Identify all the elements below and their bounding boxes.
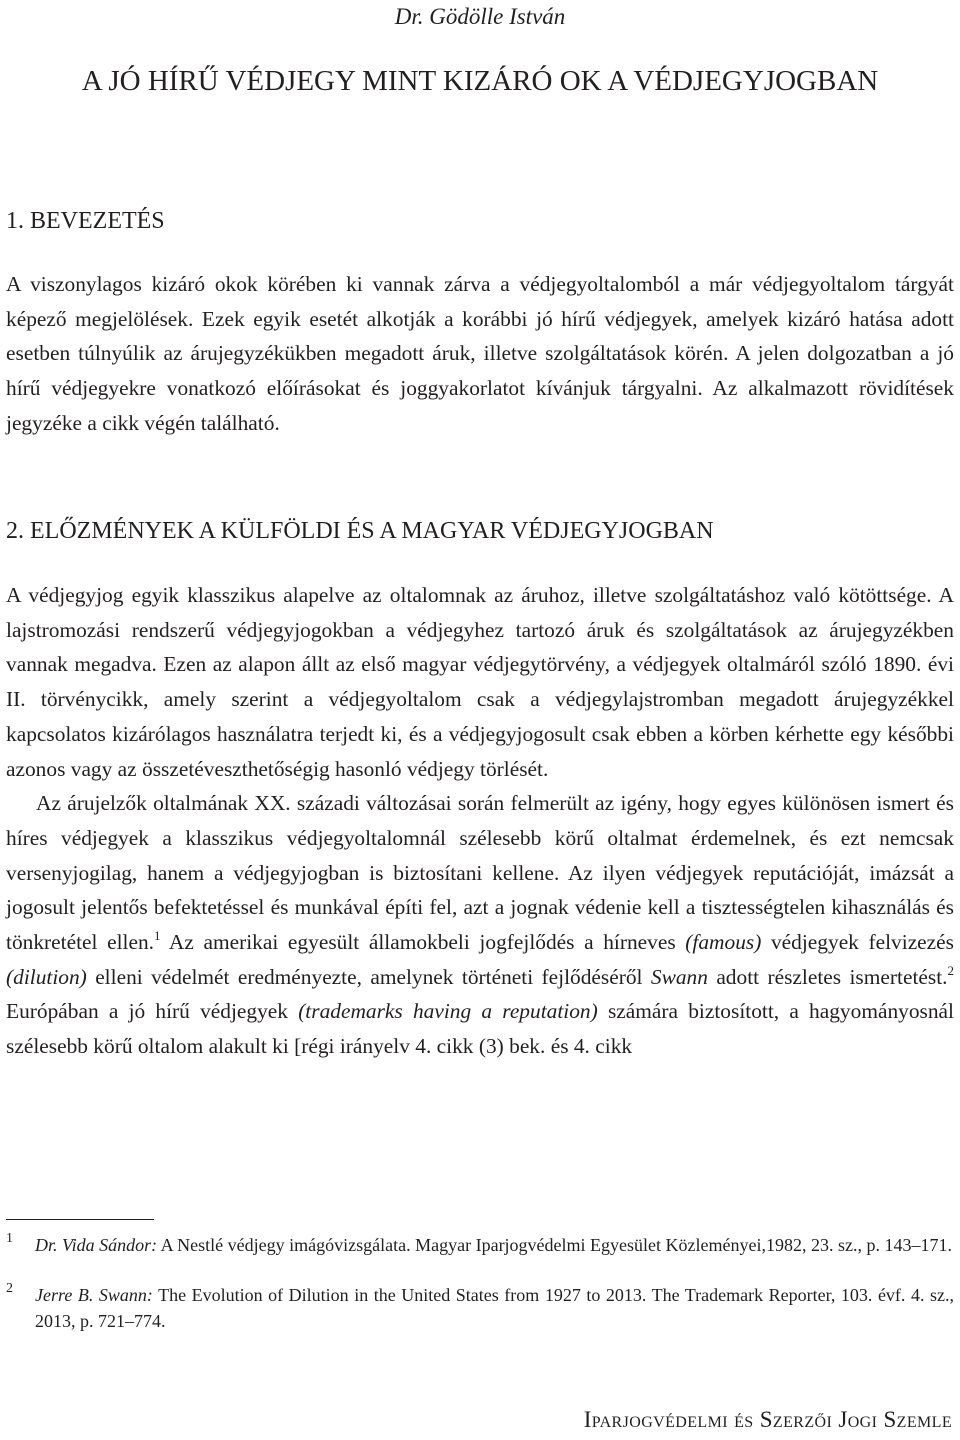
author-line: Dr. Gödölle István (394, 4, 566, 29)
footnote-author: Dr. Vida Sándor: (35, 1235, 158, 1255)
paragraph-text: adott részletes ismertetést. (707, 964, 948, 989)
footnote-divider (6, 1219, 154, 1220)
italic-term-reputation: (trademarks having a reputation) (298, 999, 598, 1024)
paragraph-text: számára biztosított, a hagyományosnál szélesebb körű oltalom alakult ki [régi irányelv 4. cikk (3) bek. és 4. cikk (6, 999, 954, 1059)
footnote-citation: A Nestlé védjegy imágóvizsgálata. Magyar Iparjogvédelmi Egyesület Közleményei,1982, 23. sz., p. 143–171. (157, 1235, 952, 1255)
italic-term-famous: (famous) (685, 930, 762, 955)
footnote-text (35, 1232, 954, 1258)
footnote-mark: 1 (6, 1231, 13, 1246)
paragraph-text: Az amerikai egyesült államokbeli jogfejlődés a hírneves (160, 930, 686, 955)
paragraph-text: Európában a jó hírű védjegyek (6, 999, 299, 1024)
section-introduction-body (6, 267, 954, 441)
footnote-2 (6, 1282, 954, 1334)
footnote-1 (6, 1232, 954, 1258)
footnote-author: Jerre B. Swann: (35, 1285, 153, 1305)
paragraph-text: védjegyek felvizezés (761, 930, 954, 955)
italic-term-dilution: (dilution) (6, 964, 87, 989)
paragraph-with-footnote-refs (6, 786, 954, 1064)
section-antecedents-body (6, 578, 954, 1064)
article-title: A JÓ HÍRŰ VÉDJEGY MINT KIZÁRÓ OK A VÉDJEGYJOGBAN (81, 65, 879, 97)
footnote-ref-2[interactable]: 2 (947, 962, 954, 978)
paragraph-text: elleni védelmét eredményezte, amelynek történeti fejlődéséről (86, 964, 651, 989)
footnote-ref-1[interactable]: 1 (154, 928, 161, 944)
footnote-citation: The Evolution of Dilution in the United States from 1927 to 2013. The Trademark Reporter, 103. évf. 4. sz., 2013, p. 721–774. (35, 1285, 954, 1331)
section-heading-antecedents: 2. ELŐZMÉNYEK A KÜLFÖLDI ÉS A MAGYAR VÉDJEGYJOGBAN (6, 518, 714, 544)
paragraph-text: Az árujelzők oltalmának XX. századi változásai során felmerült az igény, hogy egyes különösen ismert és híres védjegyek a klasszikus védjegyoltalomnál szélesebb körű oltalmat érdemelnek, és ezt nemcsak versenyjogilag, hanem a védjegyjogban is biztosítani kellene. Az ilyen védjegyek reputációját, imázsát a jogosult jelentős befektetéssel és munkával építi fel, azt a jognak védenie kell a tisztességtelen kihasználás és tönkretétel ellen. (6, 791, 954, 955)
paragraph: A viszonylagos kizáró okok körében ki vannak zárva a védjegyoltalomból a már védjegyoltalom tárgyát képező megjelölések. Ezek egyik esetét alkotják a korábbi jó hírű védjegyek, amelyek kizáró hatása adott esetben túlnyúlik az árujegyzékükben megadott áruk, illetve szolgáltatások körén. A jelen dolgozatban a jó hírű védjegyekre vonatkozó előírásokat és joggyakorlatot kívánjuk tárgyalni. Az alkalmazott rövidítések jegyzéke a cikk végén található. (6, 272, 954, 435)
paragraph: A védjegyjog egyik klasszikus alapelve az oltalomnak az áruhoz, illetve szolgáltatáshoz való kötöttsége. A lajstromozási rendszerű védjegyjogokban a védjegyhez tartozó áruk és szolgáltatások az árujegyzékben vannak megadva. Ezen az alapon állt az első magyar védjegytörvény, a védjegyek oltalmáról szóló 1890. évi II. törvénycikk, amely szerint a védjegyoltalom csak a védjegylajstromban megadott árujegyzékkel kapcsolatos kizárólagos használatra terjedt ki, és a védjegyjogosult csak ebben a körben kérhette egy későbbi azonos vagy az összetéveszthetőségig hasonló védjegy törlését. (6, 583, 954, 781)
italic-name-swann: Swann (650, 964, 708, 989)
footnote-text (35, 1282, 954, 1334)
footnote-mark: 2 (6, 1281, 13, 1296)
journal-name-footer: Iparjogvédelmi és Szerzői Jogi Szemle (583, 1407, 952, 1432)
section-heading-introduction: 1. BEVEZETÉS (6, 208, 165, 234)
